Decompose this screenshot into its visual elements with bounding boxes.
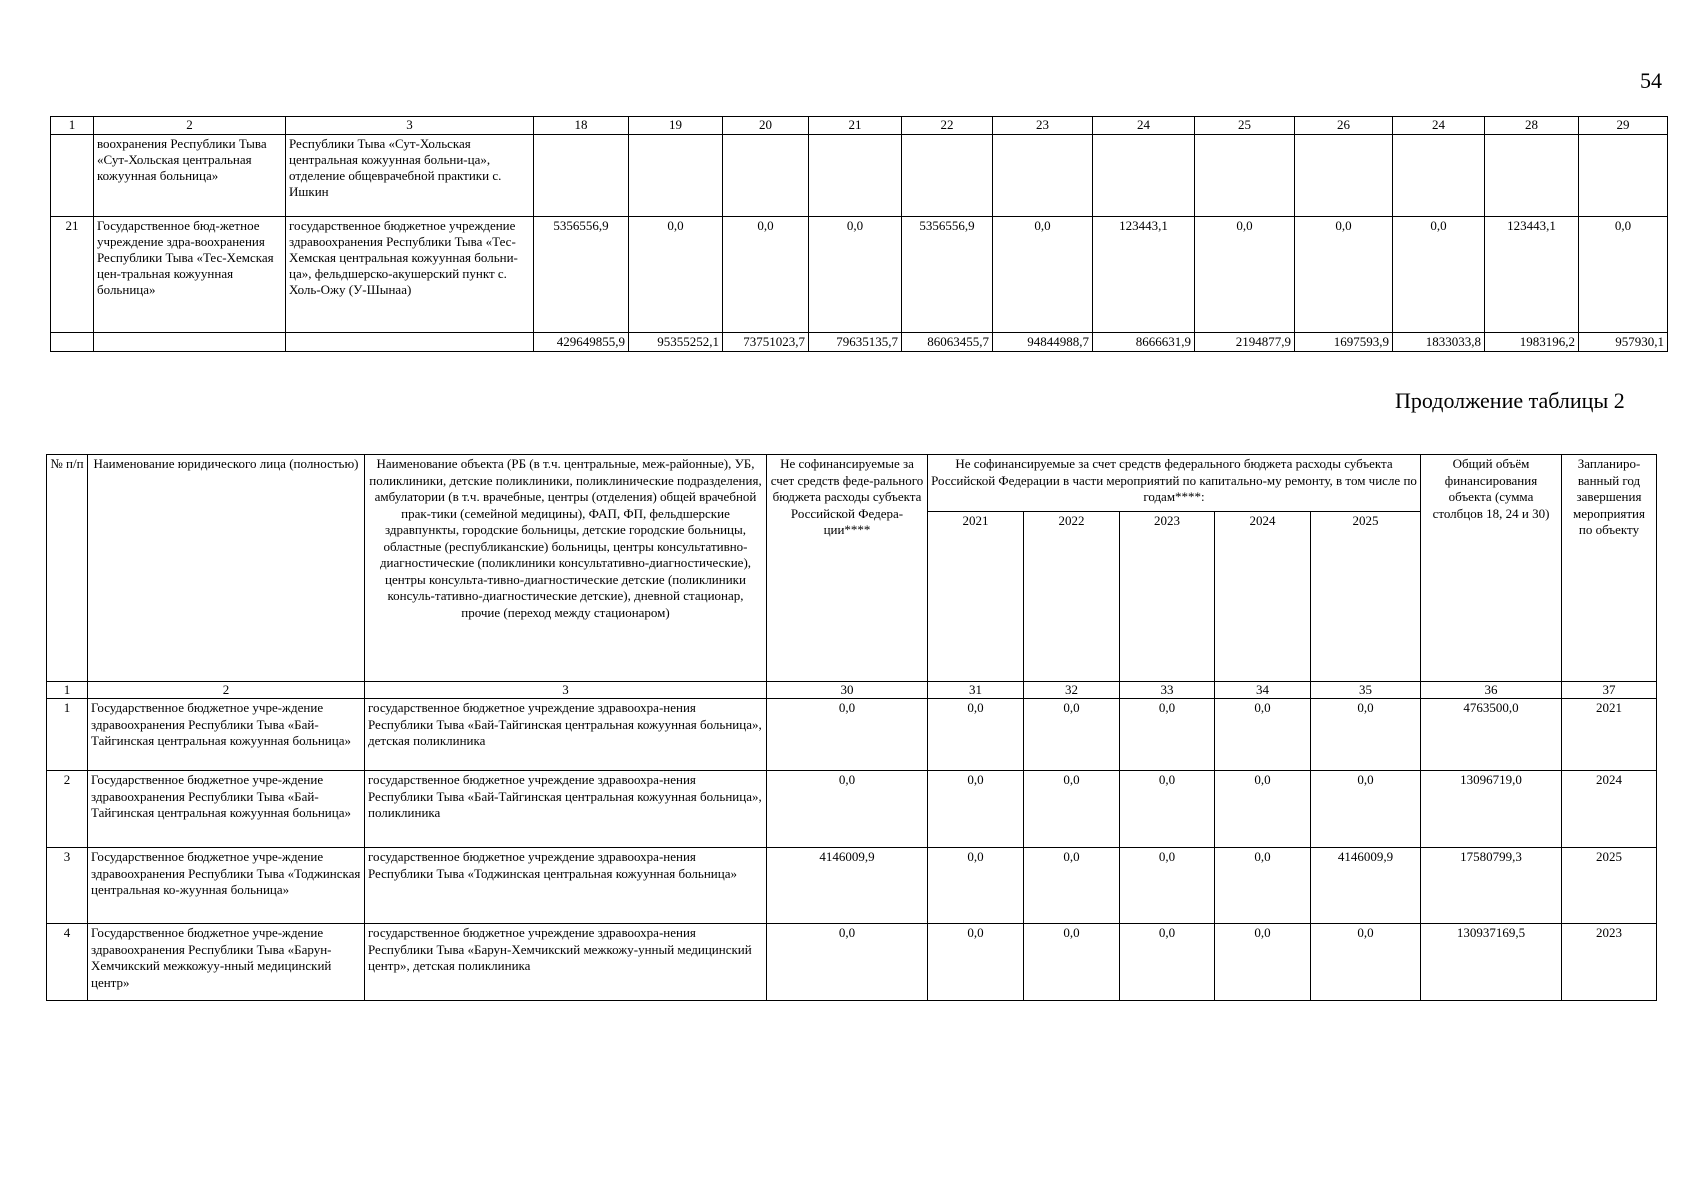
- value-cell: 0,0: [1579, 217, 1668, 333]
- total-value: 94844988,7: [993, 333, 1093, 352]
- value-cell: 0,0: [1311, 699, 1421, 771]
- column-number: 33: [1120, 682, 1215, 699]
- value-cell: 0,0: [1024, 924, 1120, 1001]
- value-cell: 2023: [1562, 924, 1657, 1001]
- value-cell: [1295, 135, 1393, 217]
- value-cell: 0,0: [1024, 848, 1120, 924]
- legal-entity-name: воохранения Республики Тыва «Сут-Хольская центральная кожуунная больница»: [94, 135, 286, 217]
- total-value: 8666631,9: [1093, 333, 1195, 352]
- column-number: 36: [1421, 682, 1562, 699]
- value-cell: 130937169,5: [1421, 924, 1562, 1001]
- header-year: 2021: [928, 512, 1024, 682]
- object-name: государственное бюджетное учреждение здравоохранения Республики Тыва «Тес-Хемская центральная кожуунная больни-ца», фельдшерско-акушерский пункт с. Холь-Ожу (У-Шынаа): [286, 217, 534, 333]
- column-number: 24: [1393, 117, 1485, 135]
- column-number: 19: [629, 117, 723, 135]
- value-cell: 0,0: [767, 699, 928, 771]
- empty-cell: [94, 333, 286, 352]
- value-cell: 0,0: [1024, 771, 1120, 848]
- value-cell: 0,0: [1120, 771, 1215, 848]
- row-number: 1: [47, 699, 88, 771]
- header-legal-name: Наименование юридического лица (полностью): [88, 455, 365, 682]
- column-number-row: [51, 117, 1668, 135]
- value-cell: 4146009,9: [1311, 848, 1421, 924]
- object-name: государственное бюджетное учреждение здравоохра-нения Республики Тыва «Бай-Тайгинская центральная кожуунная больница», поликлиника: [365, 771, 767, 848]
- total-value: 79635135,7: [809, 333, 902, 352]
- column-number: 3: [286, 117, 534, 135]
- column-number: 25: [1195, 117, 1295, 135]
- value-cell: 0,0: [1195, 217, 1295, 333]
- top-table: [50, 116, 1668, 352]
- value-cell: 0,0: [1215, 771, 1311, 848]
- table-row: [51, 217, 1668, 333]
- column-number: 30: [767, 682, 928, 699]
- column-number: 26: [1295, 117, 1393, 135]
- table-row: [47, 771, 1657, 848]
- header-total-volume: Общий объём финансирования объекта (сумма столбцов 18, 24 и 30): [1421, 455, 1562, 682]
- value-cell: [902, 135, 993, 217]
- value-cell: 2024: [1562, 771, 1657, 848]
- value-cell: [1485, 135, 1579, 217]
- value-cell: 0,0: [1120, 924, 1215, 1001]
- value-cell: 0,0: [809, 217, 902, 333]
- value-cell: 0,0: [1393, 217, 1485, 333]
- value-cell: 0,0: [1215, 924, 1311, 1001]
- totals-row: [51, 333, 1668, 352]
- table-row: [51, 135, 1668, 217]
- value-cell: [534, 135, 629, 217]
- column-number: 22: [902, 117, 993, 135]
- total-value: 86063455,7: [902, 333, 993, 352]
- value-cell: 0,0: [1295, 217, 1393, 333]
- value-cell: [1195, 135, 1295, 217]
- value-cell: [1579, 135, 1668, 217]
- table-row: [47, 848, 1657, 924]
- value-cell: 0,0: [629, 217, 723, 333]
- value-cell: 2025: [1562, 848, 1657, 924]
- row-number: 4: [47, 924, 88, 1001]
- value-cell: 0,0: [1215, 848, 1311, 924]
- table-row: [47, 699, 1657, 771]
- column-number-row: [47, 682, 1657, 699]
- value-cell: 0,0: [1120, 699, 1215, 771]
- value-cell: 0,0: [1311, 924, 1421, 1001]
- column-number: 21: [809, 117, 902, 135]
- value-cell: 5356556,9: [902, 217, 993, 333]
- value-cell: [809, 135, 902, 217]
- column-number: 20: [723, 117, 809, 135]
- header-row: [47, 455, 1657, 512]
- value-cell: 0,0: [1311, 771, 1421, 848]
- value-cell: 0,0: [723, 217, 809, 333]
- empty-cell: [51, 333, 94, 352]
- value-cell: 4763500,0: [1421, 699, 1562, 771]
- object-name: Республики Тыва «Сут-Хольская центральная кожуунная больни-ца», отделение общеврачебной практики с. Ишкин: [286, 135, 534, 217]
- column-number: 32: [1024, 682, 1120, 699]
- header-year: 2023: [1120, 512, 1215, 682]
- value-cell: 0,0: [1024, 699, 1120, 771]
- value-cell: 2021: [1562, 699, 1657, 771]
- header-object-name: Наименование объекта (РБ (в т.ч. центральные, меж-районные), УБ, поликлиники, детские поликлиники, поликлинические подразделения, амбулатории (в т.ч. врачебные, центры (отделения) общей врачебной прак-тики (семейной медицины), ФАП, ФП, фельдшерские здравпункты, городские больницы, детские городские больницы, областные (республиканские) больницы, центры консультативно-диагностические (поликлиники консультативно-диагностические), центры консульта-тивно-диагностические детские (поликлиники консуль-тативно-диагностические детские), дневной стационар, прочие (переход между стационаром): [365, 455, 767, 682]
- value-cell: [723, 135, 809, 217]
- object-name: государственное бюджетное учреждение здравоохра-нения Республики Тыва «Тоджинская центральная кожуунная больница»: [365, 848, 767, 924]
- value-cell: 0,0: [993, 217, 1093, 333]
- page-number: 54: [1640, 68, 1662, 93]
- legal-entity-name: Государственное бюджетное учре-ждение здравоохранения Республики Тыва «Тоджинская центральная ко-жуунная больница»: [88, 848, 365, 924]
- value-cell: 4146009,9: [767, 848, 928, 924]
- value-cell: 0,0: [928, 771, 1024, 848]
- header-not-cofinanced: Не софинансируемые за счет средств феде-рального бюджета расходы субъекта Российской Федера-ции****: [767, 455, 928, 682]
- column-number: 24: [1093, 117, 1195, 135]
- header-year: 2024: [1215, 512, 1311, 682]
- value-cell: [629, 135, 723, 217]
- header-planned-year: Запланиро-ванный год завершения мероприятия по объекту: [1562, 455, 1657, 682]
- value-cell: 0,0: [928, 924, 1024, 1001]
- value-cell: 0,0: [1215, 699, 1311, 771]
- total-value: 429649855,9: [534, 333, 629, 352]
- total-value: 2194877,9: [1195, 333, 1295, 352]
- value-cell: 0,0: [767, 771, 928, 848]
- header-num: № п/п: [47, 455, 88, 682]
- column-number: 1: [51, 117, 94, 135]
- continuation-title: Продолжение таблицы 2: [1395, 388, 1625, 413]
- row-number: [51, 135, 94, 217]
- value-cell: 0,0: [928, 848, 1024, 924]
- column-number: 29: [1579, 117, 1668, 135]
- bottom-table: [46, 454, 1657, 1001]
- column-number: 2: [88, 682, 365, 699]
- legal-entity-name: Государственное бюд-жетное учреждение здра-воохранения Республики Тыва «Тес-Хемская цен-тральная кожуунная больница»: [94, 217, 286, 333]
- legal-entity-name: Государственное бюджетное учре-ждение здравоохранения Республики Тыва «Барун-Хемчикский межкожуу-нный медицинский центр»: [88, 924, 365, 1001]
- table-row: [47, 924, 1657, 1001]
- value-cell: 0,0: [928, 699, 1024, 771]
- column-number: 18: [534, 117, 629, 135]
- total-value: 1833033,8: [1393, 333, 1485, 352]
- total-value: 73751023,7: [723, 333, 809, 352]
- total-value: 1983196,2: [1485, 333, 1579, 352]
- value-cell: 0,0: [767, 924, 928, 1001]
- header-not-cofinanced-years: Не софинансируемые за счет средств федерального бюджета расходы субъекта Российской Федерации в части мероприятий по капитально-му ремонту, в том числе по годам****:: [928, 455, 1421, 512]
- empty-cell: [286, 333, 534, 352]
- column-number: 1: [47, 682, 88, 699]
- total-value: 1697593,9: [1295, 333, 1393, 352]
- header-year: 2025: [1311, 512, 1421, 682]
- column-number: 34: [1215, 682, 1311, 699]
- column-number: 3: [365, 682, 767, 699]
- value-cell: 123443,1: [1485, 217, 1579, 333]
- value-cell: 5356556,9: [534, 217, 629, 333]
- column-number: 28: [1485, 117, 1579, 135]
- total-value: 957930,1: [1579, 333, 1668, 352]
- header-year: 2022: [1024, 512, 1120, 682]
- value-cell: [1093, 135, 1195, 217]
- legal-entity-name: Государственное бюджетное учре-ждение здравоохранения Республики Тыва «Бай-Тайгинская центральная кожуунная больница»: [88, 771, 365, 848]
- value-cell: [1393, 135, 1485, 217]
- legal-entity-name: Государственное бюджетное учре-ждение здравоохранения Республики Тыва «Бай-Тайгинская центральная кожуунная больница»: [88, 699, 365, 771]
- value-cell: 123443,1: [1093, 217, 1195, 333]
- row-number: 21: [51, 217, 94, 333]
- column-number: 31: [928, 682, 1024, 699]
- value-cell: 17580799,3: [1421, 848, 1562, 924]
- column-number: 37: [1562, 682, 1657, 699]
- column-number: 2: [94, 117, 286, 135]
- value-cell: 0,0: [1120, 848, 1215, 924]
- row-number: 2: [47, 771, 88, 848]
- object-name: государственное бюджетное учреждение здравоохра-нения Республики Тыва «Барун-Хемчикский межкожу-унный медицинский центр», детская поликлиника: [365, 924, 767, 1001]
- value-cell: [993, 135, 1093, 217]
- column-number: 23: [993, 117, 1093, 135]
- column-number: 35: [1311, 682, 1421, 699]
- row-number: 3: [47, 848, 88, 924]
- object-name: государственное бюджетное учреждение здравоохра-нения Республики Тыва «Бай-Тайгинская центральная кожуунная больница», детская поликлиника: [365, 699, 767, 771]
- value-cell: 13096719,0: [1421, 771, 1562, 848]
- total-value: 95355252,1: [629, 333, 723, 352]
